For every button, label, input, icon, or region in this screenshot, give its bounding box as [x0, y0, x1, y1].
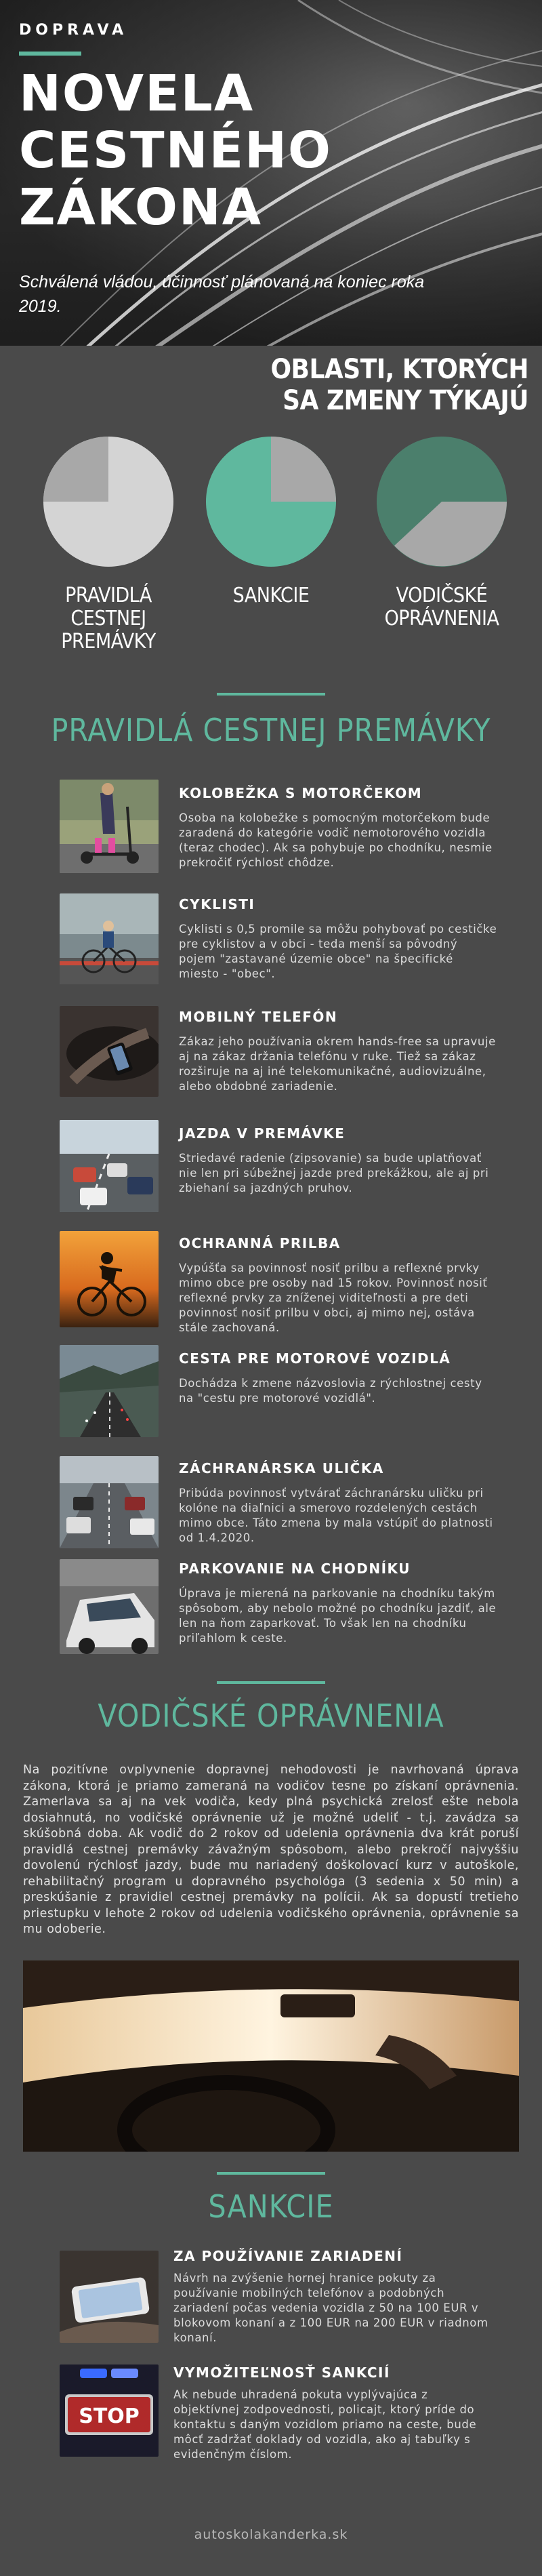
item-text: Osoba na kolobežke s pomocným motorčekom bude zaradená do kategórie vodič nemotorového vozidla (teraz chodec). Ak sa pohybuje po chodníku, nesmie prekročiť rýchlosť chôdze.	[179, 811, 493, 869]
item-text: Pribúda povinnosť vytvárať záchranársku uličku pri kolóne na diaľnici a smerovo rozdelených cestách mimo obce. Táto zmena by mala vstúpiť do platnosti od 1.4.2020.	[179, 1487, 493, 1544]
scooter-photo	[60, 780, 159, 873]
hero-banner	[0, 0, 542, 346]
pie-label-line: PREMÁVKY	[61, 630, 156, 653]
pie-label-line: OPRÁVNENIA	[384, 607, 499, 630]
item-text: Dochádza k zmene názvoslovia z rýchlostnej cesty na "cestu pre motorové vozidlá".	[179, 1377, 482, 1405]
tag-underline	[19, 52, 81, 56]
cyclist-photo	[60, 893, 159, 984]
traffic-photo	[60, 1120, 159, 1212]
driving-windshield-photo	[23, 1960, 519, 2152]
page-subtitle: Schválená vládou, účinnosť plánovaná na koniec roka 2019.	[19, 273, 425, 316]
sanctions-heading: SANKCIE	[208, 2188, 334, 2225]
pie-label-line: PRAVIDLÁ	[65, 584, 152, 607]
rules-heading: PRAVIDLÁ CESTNEJ PREMÁVKY	[51, 712, 491, 748]
title-line: NOVELA	[19, 64, 255, 123]
item-text: Úprava je mierená na parkovanie na chodníku takým spôsobom, aby nebolo možné po chodníku jazdiť, ale len na ňom zaparkovať. To však len na chodníku priľahlom k ceste.	[179, 1587, 497, 1645]
svg-text:STOP: STOP	[79, 2404, 140, 2428]
areas-title-line: SA ZMENY TÝKAJÚ	[283, 385, 528, 416]
areas-title-line: OBLASTI, KTORÝCH	[270, 354, 528, 385]
item-title: JAZDA V PREMÁVKE	[179, 1125, 346, 1142]
pie-chart-rules	[41, 434, 176, 569]
pie-label-line: SANKCIE	[232, 584, 310, 607]
police-stop-photo	[60, 2364, 159, 2457]
item-title: ZÁCHRANÁRSKA ULIČKA	[179, 1460, 384, 1476]
item-title: KOLOBEŽKA S MOTORČEKOM	[179, 785, 423, 801]
pie-chart-license	[374, 434, 509, 569]
rescue-lane-photo	[60, 1456, 159, 1548]
item-title: OCHRANNÁ PRILBA	[179, 1235, 341, 1251]
item-text: Zákaz jeho používania okrem hands-free sa upravuje aj na zákaz držania telefónu v ruke. Tiež sa zákaz rozširuje na aj iné telekomunikačné, audiovizuálne, alebo obdobné zariadenie.	[179, 1035, 496, 1093]
parking-photo	[60, 1559, 159, 1654]
phone-photo	[60, 1006, 159, 1097]
title-line: CESTNÉHO	[19, 121, 332, 180]
pie-chart-sanctions	[203, 434, 339, 569]
pie-label-rules	[34, 584, 183, 653]
license-heading: VODIČSKÉ OPRÁVNENIA	[98, 1697, 444, 1734]
pie-label-sanctions	[196, 584, 346, 607]
item-text: Návrh na zvýšenie hornej hranice pokuty za používanie mobilných telefónov a podobných zariadení počas vedenia vozidla z 50 na 100 EUR v blokovom konaní a z 100 EUR na 200 EUR v riadnom konaní.	[173, 2272, 488, 2344]
areas-title	[244, 354, 528, 416]
license-paragraph: Na pozitívne ovplyvnenie dopravnej nehodovosti je navrhovaná úprava zákona, ktorá je priamo zameraná na vodičov tesne po získaní oprávnenia. Zamerlava sa aj na vek vodiča, kedy plná psychická zrelosť ešte nebola dosiahnutá, no vodičské oprávnenie už je možné udeliť - t.j. zavádza sa skúšobná doba. Ak vodič do 2 rokov od udelenia oprávnenia dva krát poruší pravidlá cestnej premávky závažným spôsobom, alebo prekročí najvyššiu dovolenú rýchlosť jazdy, bude mu nariadený doškolovací kurz v autoškole, rehabilitačný program u dopravného psychológa (3 sedenia x 50 min) a preskúšanie z pravidiel cestnej premávky na polícii. Ak sa dopustí tretieho priestupku v lehote 2 rokov od udelenia vodičského oprávnenia, oprávnenie sa mu odoberie.	[23, 1763, 519, 1936]
section-divider	[217, 693, 325, 696]
item-text: Vypúšťa sa povinnosť nosiť prilbu a reflexné prvky mimo obce pre osoby nad 15 rokov. Povinnosť nosiť reflexné prvky za zníženej viditeľnosti a pre deti povinnosť nosiť prilbu v obci, aj mimo nej, ostáva stále zachovaná.	[179, 1262, 488, 1334]
item-text: Striedavé radenie (zipsovanie) sa bude uplatňovať nie len pri súbežnej jazde pred prekážkou, ale aj pri zbiehaní sa jazdných pruhov.	[179, 1152, 489, 1194]
page-title	[19, 65, 371, 236]
category-tag: DOPRAVA	[19, 22, 128, 39]
item-title: VYMOŽITEĽNOSŤ SANKCIÍ	[173, 2364, 390, 2381]
pie-label-license	[367, 584, 516, 630]
item-title: CYKLISTI	[179, 896, 255, 912]
item-title: MOBILNÝ TELEFÓN	[179, 1009, 338, 1025]
item-title: CESTA PRE MOTOROVÉ VOZIDLÁ	[179, 1350, 451, 1367]
pie-label-line: CESTNEJ	[70, 607, 146, 630]
smartphone-photo	[60, 2251, 159, 2343]
section-divider	[217, 2172, 325, 2175]
footer-website: autoskolakanderka.sk	[194, 2527, 348, 2542]
item-title: PARKOVANIE NA CHODNÍKU	[179, 1561, 411, 1577]
item-text: Cyklisti s 0,5 promile sa môžu pohybovať po cestičke pre cyklistov a v obci - teda menší sa pôvodný pojem "zastavané územie obce" na špecifické miesto - "obec".	[179, 923, 497, 980]
item-text: Ak nebude uhradená pokuta vyplývajúca z objektívnej zodpovednosti, policajt, ktorý príde do kontaktu s daným vozidlom priamo na ceste, bude môcť zadržať doklady od vozidla, ako aj tabuľky s evidenčným číslom.	[173, 2388, 477, 2461]
helmet-cyclist-photo	[60, 1231, 159, 1327]
section-divider	[217, 1681, 325, 1684]
title-line: ZÁKONA	[19, 178, 263, 237]
pie-label-line: VODIČSKÉ	[396, 584, 488, 607]
item-title: ZA POUŽÍVANIE ZARIADENÍ	[173, 2248, 403, 2264]
motorway-photo	[60, 1345, 159, 1437]
